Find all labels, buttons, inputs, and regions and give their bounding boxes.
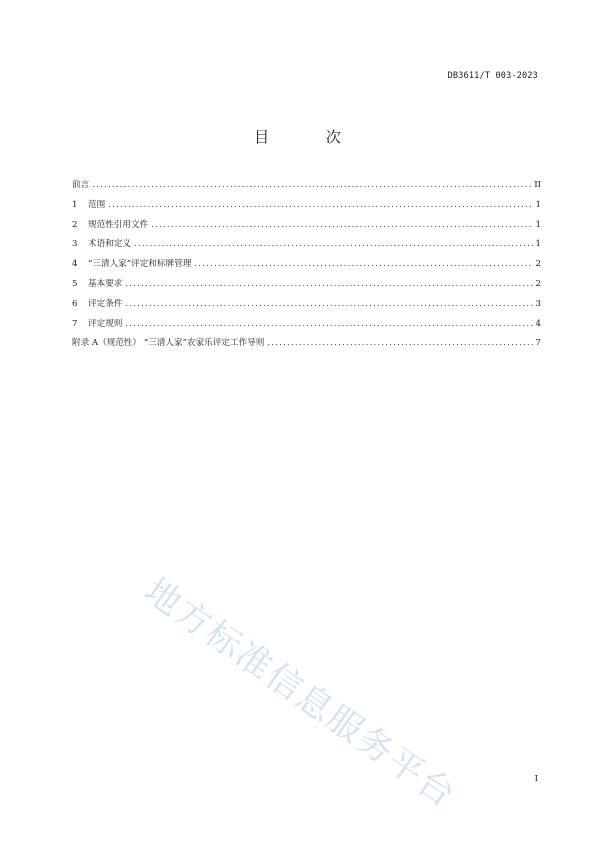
toc-entry-page: 1 — [535, 199, 541, 210]
toc-entry-scope[interactable] — [72, 198, 541, 218]
toc-entry-page: 1 — [535, 239, 541, 250]
toc-entry-page: II — [534, 180, 541, 190]
toc-entry-label: 范围 — [88, 199, 106, 210]
watermark: 地方标准信息服务平台 — [136, 571, 463, 817]
document-code: DB3611/T 003-2023 — [447, 71, 538, 81]
toc-entry-page: 2 — [535, 278, 541, 289]
toc-entry-label: 评定规则 — [88, 318, 123, 329]
toc-entry-number: 5 — [72, 278, 78, 289]
toc-entry-rating-conditions[interactable] — [72, 297, 541, 317]
toc-leader-dots — [134, 239, 533, 249]
toc-entry-label: 术语和定义 — [88, 239, 131, 250]
toc-leader-dots — [151, 220, 532, 230]
table-of-contents — [72, 178, 541, 356]
toc-entry-page: 3 — [535, 298, 541, 309]
toc-entry-number: 2 — [72, 219, 78, 230]
toc-entry-number: 7 — [72, 318, 78, 329]
toc-entry-page: 1 — [535, 219, 541, 230]
toc-entry-number: 1 — [72, 199, 78, 210]
toc-leader-dots — [108, 200, 532, 210]
toc-entry-page: 2 — [535, 259, 541, 270]
toc-leader-dots — [194, 259, 532, 269]
toc-entry-appendix-a[interactable] — [72, 336, 541, 356]
toc-leader-dots — [125, 279, 532, 289]
toc-leader-dots — [125, 319, 532, 329]
toc-entry-terms[interactable] — [72, 237, 541, 257]
toc-entry-normative-references[interactable] — [72, 218, 541, 238]
page-number: I — [534, 774, 538, 784]
toc-entry-preface[interactable] — [72, 178, 541, 198]
toc-leader-dots — [125, 299, 532, 309]
toc-entry-page: 7 — [535, 338, 541, 349]
toc-leader-dots — [267, 338, 532, 348]
toc-entry-basic-requirements[interactable] — [72, 277, 541, 297]
toc-entry-number: 6 — [72, 298, 78, 309]
toc-title: 目 次 — [254, 128, 367, 146]
toc-entry-label: 基本要求 — [88, 278, 123, 289]
toc-entry-label: 附录 A（规范性） “三清人家”农家乐评定工作导则 — [72, 338, 265, 349]
toc-entry-number: 3 — [72, 239, 78, 250]
toc-entry-rating-rules[interactable] — [72, 317, 541, 337]
toc-entry-label: “三清人家”评定和标牌管理 — [88, 259, 192, 270]
toc-entry-label: 前言 — [72, 180, 90, 190]
toc-entry-label: 评定条件 — [88, 298, 123, 309]
toc-entry-rating-and-plaque[interactable] — [72, 257, 541, 277]
toc-entry-label: 规范性引用文件 — [88, 219, 149, 230]
toc-leader-dots — [92, 180, 531, 190]
toc-entry-number: 4 — [72, 259, 78, 270]
toc-entry-page: 4 — [535, 318, 541, 329]
